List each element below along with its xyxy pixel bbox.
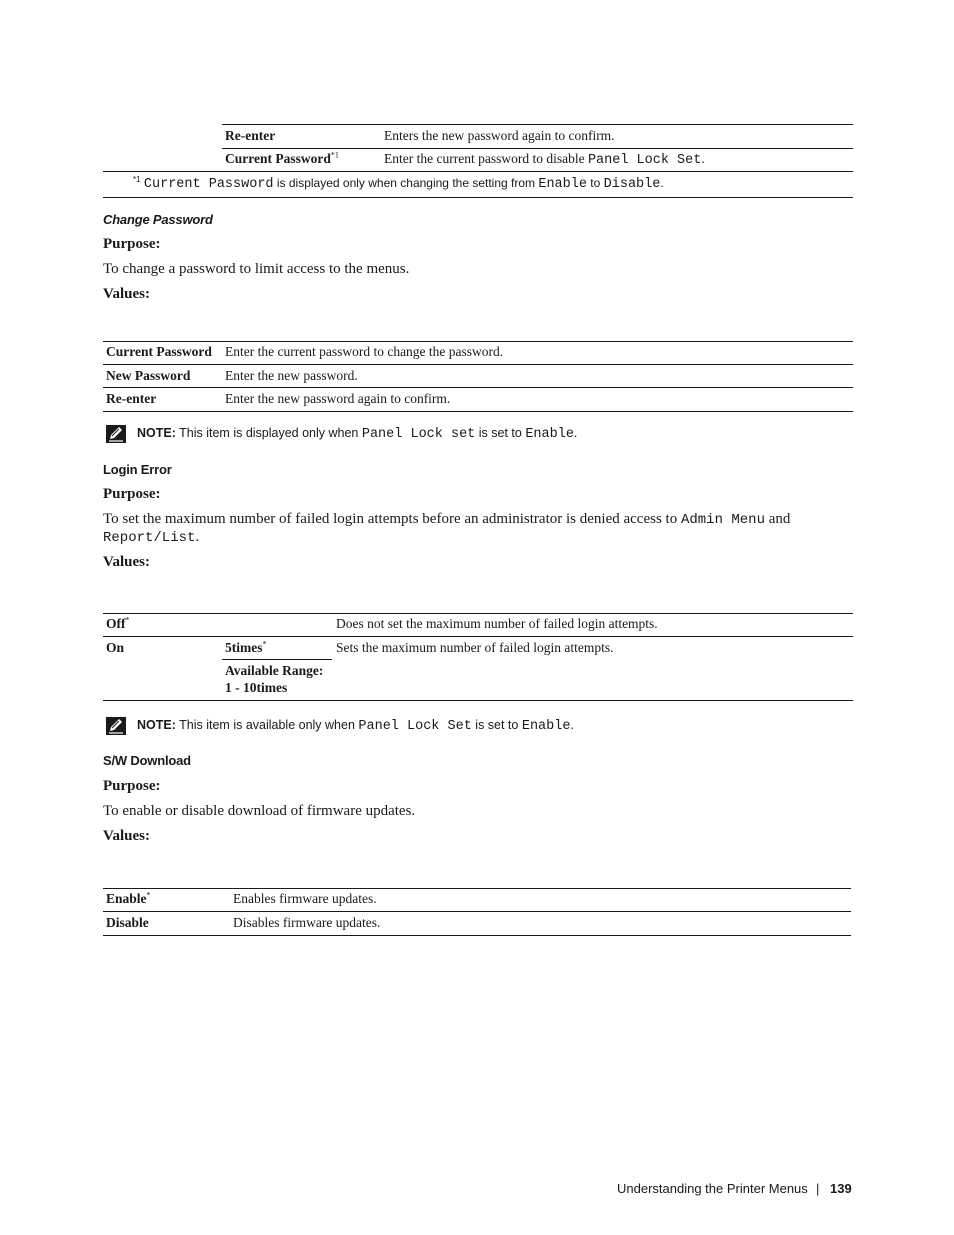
table-row-desc: Does not set the maximum number of failed login attempts. — [336, 616, 658, 631]
table-row-label: New Password — [106, 368, 191, 383]
range-label: Available Range: — [225, 663, 324, 678]
values-label: Values: — [103, 828, 150, 844]
purpose-text-line2: Report/List. — [103, 529, 200, 546]
table-row-desc: Enter the new password. — [225, 368, 358, 383]
table-rule — [103, 364, 853, 365]
section-heading: Login Error — [103, 462, 172, 477]
purpose-label: Purpose: — [103, 236, 161, 252]
purpose-label: Purpose: — [103, 486, 161, 502]
section-heading: S/W Download — [103, 753, 191, 768]
table-row-desc: Enter the current password to disable Panel Lock Set. — [384, 151, 705, 168]
table-rule — [103, 700, 853, 701]
table-rule — [103, 387, 853, 388]
table-row-label: Disable — [106, 915, 149, 930]
table-rule — [103, 888, 851, 889]
table-row-desc: Enter the current password to change the password. — [225, 344, 504, 359]
table-rule — [222, 124, 853, 125]
table-rule — [222, 659, 332, 660]
table-row-label: On — [106, 640, 125, 655]
values-label: Values: — [103, 554, 150, 570]
table-footnote: $^{*1}$ Current Password is displayed only when changing the setting from Enable to Disable. — [133, 175, 664, 192]
table-rule — [103, 613, 853, 614]
purpose-text: To set the maximum number of failed login attempts before an administrator is denied access to Admin Menu and — [103, 511, 791, 528]
range-value: 1 - 10times — [225, 680, 288, 695]
table-row-label: Re-enter — [225, 128, 276, 143]
footer-separator: | — [816, 1181, 820, 1196]
table-row-label: Enable* — [106, 890, 151, 906]
table-row-label: Current Password — [106, 344, 212, 359]
page-number: 139 — [830, 1181, 852, 1196]
table-rule — [103, 935, 851, 936]
table-sub-label: 5times* — [225, 639, 267, 655]
note-pencil-icon — [106, 717, 126, 735]
values-label: Values: — [103, 286, 150, 302]
table-rule — [103, 197, 853, 198]
purpose-text: To enable or disable download of firmware updates. — [103, 803, 416, 819]
table-rule — [103, 171, 853, 172]
table-row-desc: Enters the new password again to confirm. — [384, 128, 615, 143]
table-row-desc: Enables firmware updates. — [233, 891, 377, 906]
table-rule — [103, 911, 851, 912]
table-row-label: Off* — [106, 615, 130, 631]
table-row-desc: Sets the maximum number of failed login attempts. — [336, 640, 614, 655]
section-heading: Change Password — [103, 212, 213, 227]
note-pencil-icon — [106, 425, 126, 443]
note-text: NOTE: This item is displayed only when Panel Lock set is set to Enable. — [137, 426, 578, 442]
table-rule — [103, 636, 853, 637]
table-row-label: Re-enter — [106, 391, 157, 406]
footer-section-title: Understanding the Printer Menus — [617, 1181, 808, 1196]
table-rule — [222, 148, 853, 149]
table-rule — [103, 341, 853, 342]
table-row-desc: Enter the new password again to confirm. — [225, 391, 451, 406]
note-text: NOTE: This item is available only when Panel Lock Set is set to Enable. — [137, 718, 574, 734]
table-rule — [103, 411, 853, 412]
table-row-desc: Disables firmware updates. — [233, 915, 381, 930]
table-row-label: Current Password$^{*1}$ — [225, 150, 339, 166]
purpose-label: Purpose: — [103, 778, 161, 794]
purpose-text: To change a password to limit access to the menus. — [103, 261, 410, 277]
